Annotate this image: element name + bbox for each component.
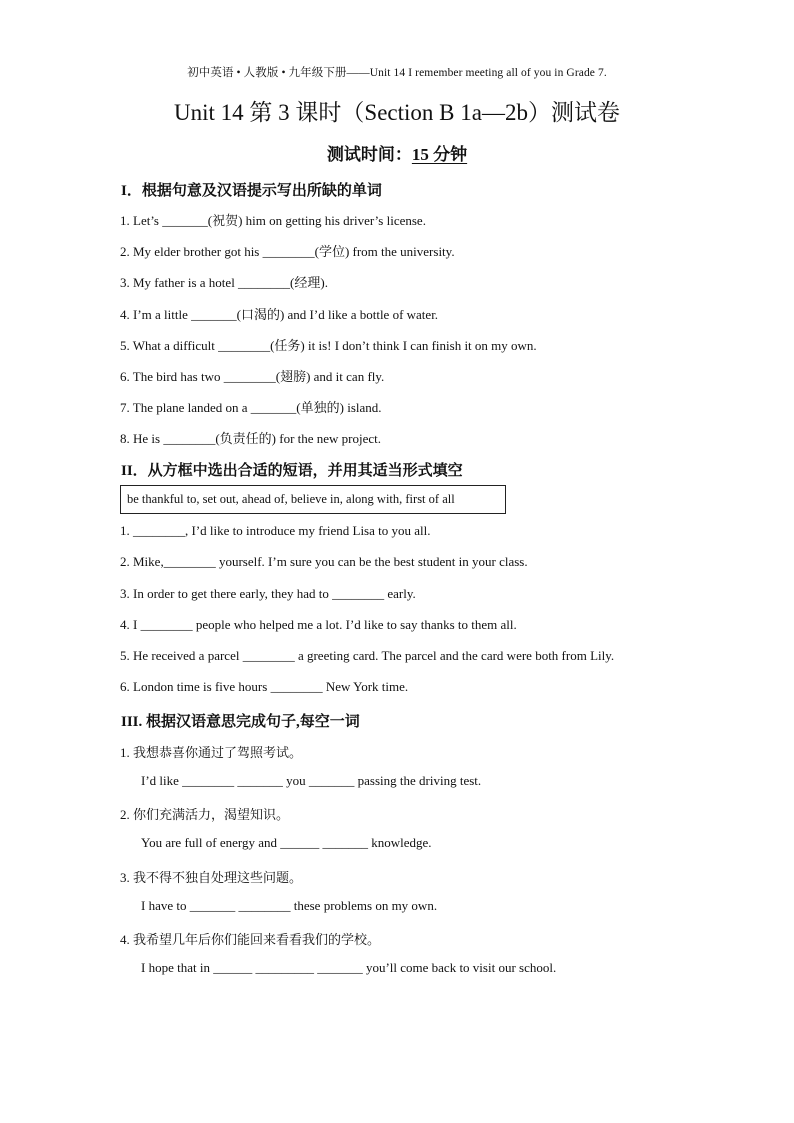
chinese-prompt: 3. 我不得不独自处理这些问题。: [120, 870, 303, 885]
question-line: 7. The plane landed on a _______(单独的) island.: [120, 400, 382, 415]
section-3-heading: III. 根据汉语意思完成句子,每空一词: [121, 714, 360, 730]
section-2-heading: II．从方框中选出合适的短语，并用其适当形式填空: [121, 463, 463, 479]
question-line: 8. He is ________(负责任的) for the new project.: [120, 431, 382, 446]
question-line: 3. In order to get there early, they had to ________ early.: [120, 586, 416, 601]
question-line: 6. London time is five hours ________ New York time.: [120, 679, 409, 694]
sentence-blank-line: I hope that in ______ _________ _______ you’ll come back to visit our school.: [141, 960, 557, 975]
page-header: 初中英语 • 人教版 • 九年级下册——Unit 14 I remember meeting all of you in Grade 7.: [187, 67, 607, 79]
page-title: Unit 14 第 3 课时（Section B 1a—2b）测试卷: [174, 100, 620, 125]
test-time-value: 15 分钟: [411, 145, 468, 164]
test-time-label: 测试时间：: [326, 145, 412, 164]
sentence-blank-line: I’d like ________ _______ you _______ passing the driving test.: [141, 773, 482, 788]
question-line: 3. My father is a hotel ________(经理).: [120, 275, 328, 290]
question-line: 2. My elder brother got his ________(学位) from the university.: [120, 244, 455, 259]
sentence-blank-line: You are full of energy and ______ _______ knowledge.: [141, 835, 432, 850]
question-line: 4. I’m a little _______(口渴的) and I’d like a bottle of water.: [120, 307, 439, 322]
question-line: 2. Mike,________ yourself. I’m sure you can be the best student in your class.: [120, 554, 528, 569]
test-time: [0, 140, 794, 165]
phrase-box: be thankful to, set out, ahead of, believe in, along with, first of all: [120, 485, 506, 514]
section-1-heading: I．根据句意及汉语提示写出所缺的单词: [121, 183, 382, 199]
chinese-prompt: 1. 我想恭喜你通过了驾照考试。: [120, 745, 303, 760]
question-line: 6. The bird has two ________(翅膀) and it can fly.: [120, 369, 385, 384]
sentence-blank-line: I have to _______ ________ these problems on my own.: [141, 898, 438, 913]
chinese-prompt: 4. 我希望几年后你们能回来看看我们的学校。: [120, 932, 381, 947]
question-line: 5. What a difficult ________(任务) it is! I don’t think I can finish it on my own.: [120, 338, 537, 353]
question-line: 4. I ________ people who helped me a lot. I’d like to say thanks to them all.: [120, 617, 517, 632]
chinese-prompt: 2. 你们充满活力，渴望知识。: [120, 807, 290, 822]
question-line: 5. He received a parcel ________ a greeting card. The parcel and the card were both from Lily.: [120, 648, 615, 663]
question-line: 1. ________, I’d like to introduce my friend Lisa to you all.: [120, 523, 431, 538]
question-line: 1. Let’s _______(祝贺) him on getting his driver’s license.: [120, 213, 426, 228]
